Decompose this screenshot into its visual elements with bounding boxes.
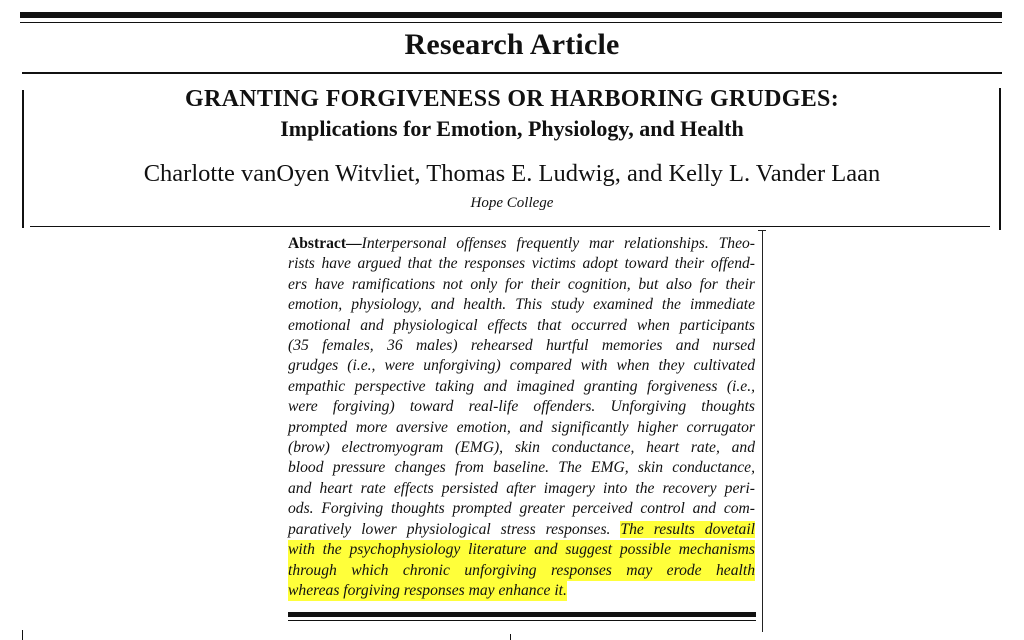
top-thick-rule bbox=[20, 12, 1002, 18]
header-bottom-rule bbox=[22, 72, 1002, 74]
abstract-line: Abstract—Interpersonal offenses frequently mar relationships. Theo- bbox=[288, 235, 755, 252]
abstract-line: blood pressure changes from baseline. The EMG, skin conductance, bbox=[288, 459, 755, 477]
abstract-line: empathic perspective taking and imagined granting forgiveness (i.e., bbox=[288, 377, 755, 395]
abstract-bracket-side bbox=[762, 230, 763, 632]
abstract-line: ers have ramifications not only for their cognition, but also for their bbox=[288, 275, 755, 293]
article-authors: Charlotte vanOyen Witvliet, Thomas E. Ludwig, and Kelly L. Vander Laan bbox=[143, 160, 881, 187]
abstract-line-final bbox=[288, 581, 755, 601]
abstract-line: and heart rate effects persisted after imagery into the recovery peri- bbox=[288, 479, 755, 497]
abstract-line: were forgiving) toward real-life offenders. Unforgiving thoughts bbox=[288, 398, 755, 416]
highlighted-text: whereas forgiving responses may enhance it. bbox=[288, 581, 567, 601]
abstract-line: paratively lower physiological stress responses. The results dovetail bbox=[288, 520, 756, 538]
section-heading: Research Article bbox=[404, 28, 620, 61]
abstract-line: (35 females, 36 males) rehearsed hurtful memories and nursed bbox=[288, 337, 755, 355]
highlighted-line: through which chronic unforgiving responses may erode health bbox=[288, 561, 755, 581]
abstract-line: ods. Forgiving thoughts prompted greater perceived control and com- bbox=[288, 500, 755, 518]
abstract-label: Abstract— bbox=[288, 235, 362, 252]
bottom-mid-tick bbox=[510, 634, 511, 640]
top-thin-rule bbox=[20, 22, 1002, 23]
abstract-line: emotion, physiology, and health. This study examined the immediate bbox=[288, 296, 755, 314]
abstract-line: grudges (i.e., were unforgiving) compared with when they cultivated bbox=[288, 357, 755, 375]
abstract-line: rists have argued that the responses victims adopt toward their offend- bbox=[288, 255, 755, 273]
abstract-block bbox=[288, 234, 755, 601]
abstract-line: emotional and physiological effects that occurred when participants bbox=[288, 316, 755, 334]
article-subtitle: Implications for Emotion, Physiology, and Health bbox=[280, 116, 744, 141]
author-affiliation: Hope College bbox=[470, 195, 554, 211]
abstract-line: (brow) electromyogram (EMG), skin conductance, heart rate, and bbox=[288, 439, 755, 457]
bottom-left-tick bbox=[22, 630, 23, 640]
highlighted-text: The results dovetail bbox=[620, 520, 756, 538]
highlighted-line: with the psychophysiology literature and suggest possible mechanisms bbox=[288, 540, 755, 560]
abstract-line: prompted more aversive emotion, and significantly higher corrugator bbox=[288, 418, 755, 436]
title-box-bottom-rule bbox=[30, 226, 990, 227]
article-title: GRANTING FORGIVENESS OR HARBORING GRUDGES: bbox=[184, 86, 839, 112]
abstract-bottom-thin-rule bbox=[288, 620, 756, 621]
abstract-bottom-thick-rule bbox=[288, 612, 756, 617]
